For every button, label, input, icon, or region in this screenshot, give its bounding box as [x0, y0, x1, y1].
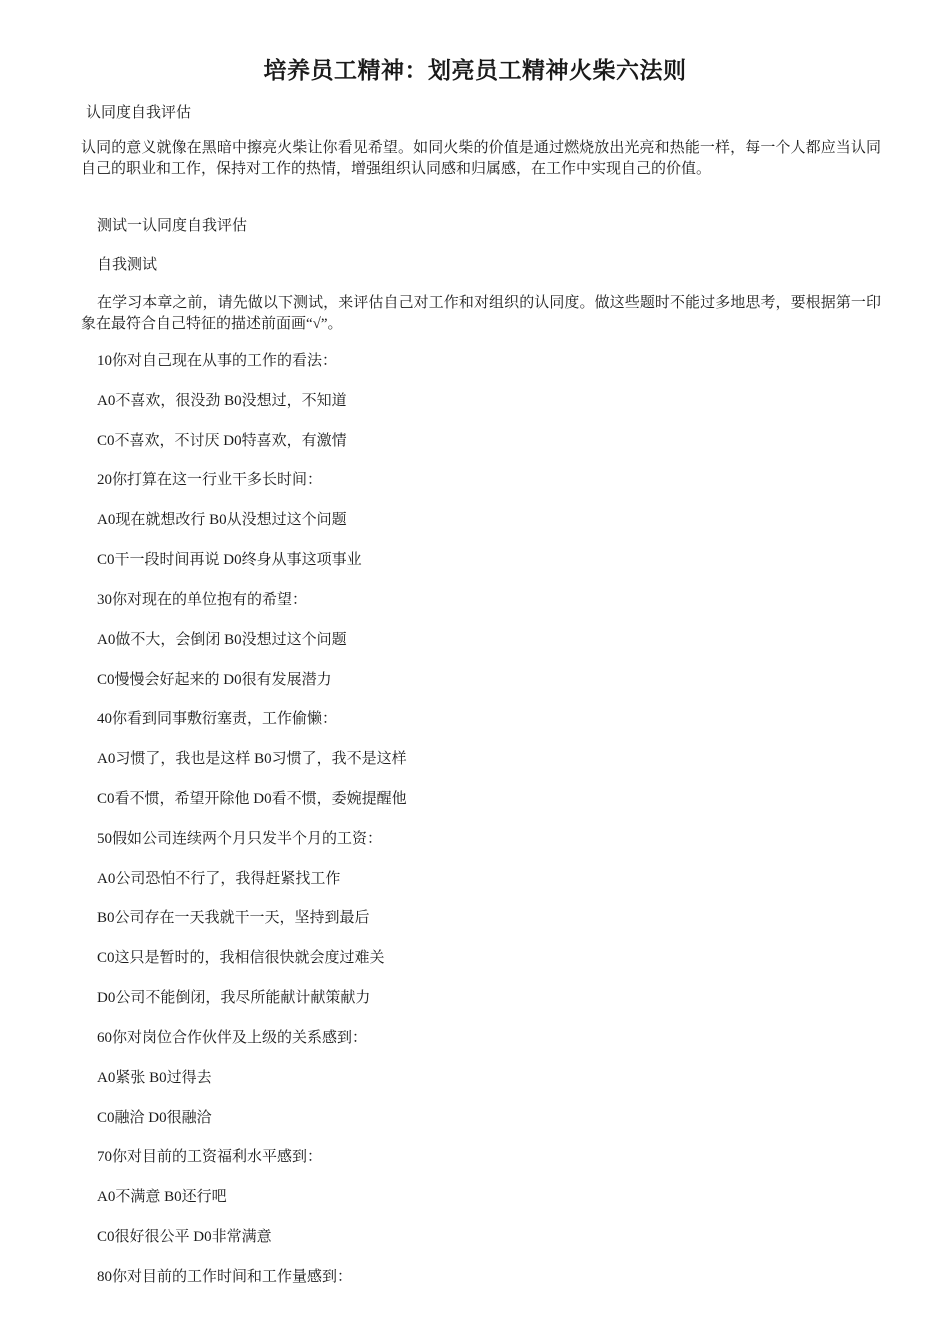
question-line: 60你对岗位合作伙伴及上级的关系感到： [97, 1030, 368, 1046]
question-line: 10你对自己现在从事的工作的看法： [97, 353, 338, 369]
option-line: C0很好很公平 D0非常满意 [97, 1229, 272, 1245]
option-line: D0公司不能倒闭，我尽所能献计献策献力 [97, 990, 371, 1006]
option-line: C0看不惯，希望开除他 D0看不惯，委婉提醒他 [97, 791, 407, 807]
option-line: C0融洽 D0很融洽 [97, 1110, 212, 1126]
document-title: 培养员工精神：划亮员工精神火柴六法则 [263, 58, 687, 83]
instructions-paragraph: 在学习本章之前，请先做以下测试，来评估自己对工作和对组织的认同度。做这些题时不能过多地思考，要根据第一印象在最符合自己特征的描述前面画“√”。 [81, 295, 881, 332]
option-line: A0不满意 B0还行吧 [97, 1189, 227, 1205]
option-line: C0不喜欢，不讨厌 D0特喜欢，有激情 [97, 433, 347, 449]
intro-paragraph: 认同的意义就像在黑暗中擦亮火柴让你看见希望。如同火柴的价值是通过燃烧放出光亮和热能一样，每一个人都应当认同自己的职业和工作，保持对工作的热情，增强组织认同感和归属感，在工作中实现自己的价值。 [81, 140, 881, 177]
option-line: A0公司恐怕不行了，我得赶紧找工作 [97, 871, 341, 887]
option-line: C0慢慢会好起来的 D0很有发展潜力 [97, 672, 332, 688]
question-line: 40你看到同事敷衍塞责，工作偷懒： [97, 711, 338, 727]
option-line: A0做不大，会倒闭 B0没想过这个问题 [97, 632, 347, 648]
question-line: 80你对目前的工作时间和工作量感到： [97, 1269, 353, 1285]
option-line: A0不喜欢，很没劲 B0没想过，不知道 [97, 393, 347, 409]
question-line: 20你打算在这一行业干多长时间： [97, 472, 323, 488]
option-line: A0紧张 B0过得去 [97, 1070, 212, 1086]
question-line: 70你对目前的工资福利水平感到： [97, 1149, 323, 1165]
question-line: 50假如公司连续两个月只发半个月的工资： [97, 831, 383, 847]
option-line: C0干一段时间再说 D0终身从事这项事业 [97, 552, 362, 568]
option-line: C0这只是暂时的，我相信很快就会度过难关 [97, 950, 385, 966]
sub-heading: 自我测试 [97, 257, 158, 273]
question-line: 30你对现在的单位抱有的希望： [97, 592, 308, 608]
option-line: A0习惯了，我也是这样 B0习惯了，我不是这样 [97, 751, 407, 767]
option-line: A0现在就想改行 B0从没想过这个问题 [97, 512, 347, 528]
section-heading: 测试一认同度自我评估 [97, 218, 248, 234]
option-line: B0公司存在一天我就干一天，坚持到最后 [97, 910, 370, 926]
document-subtitle: 认同度自我评估 [86, 105, 192, 121]
